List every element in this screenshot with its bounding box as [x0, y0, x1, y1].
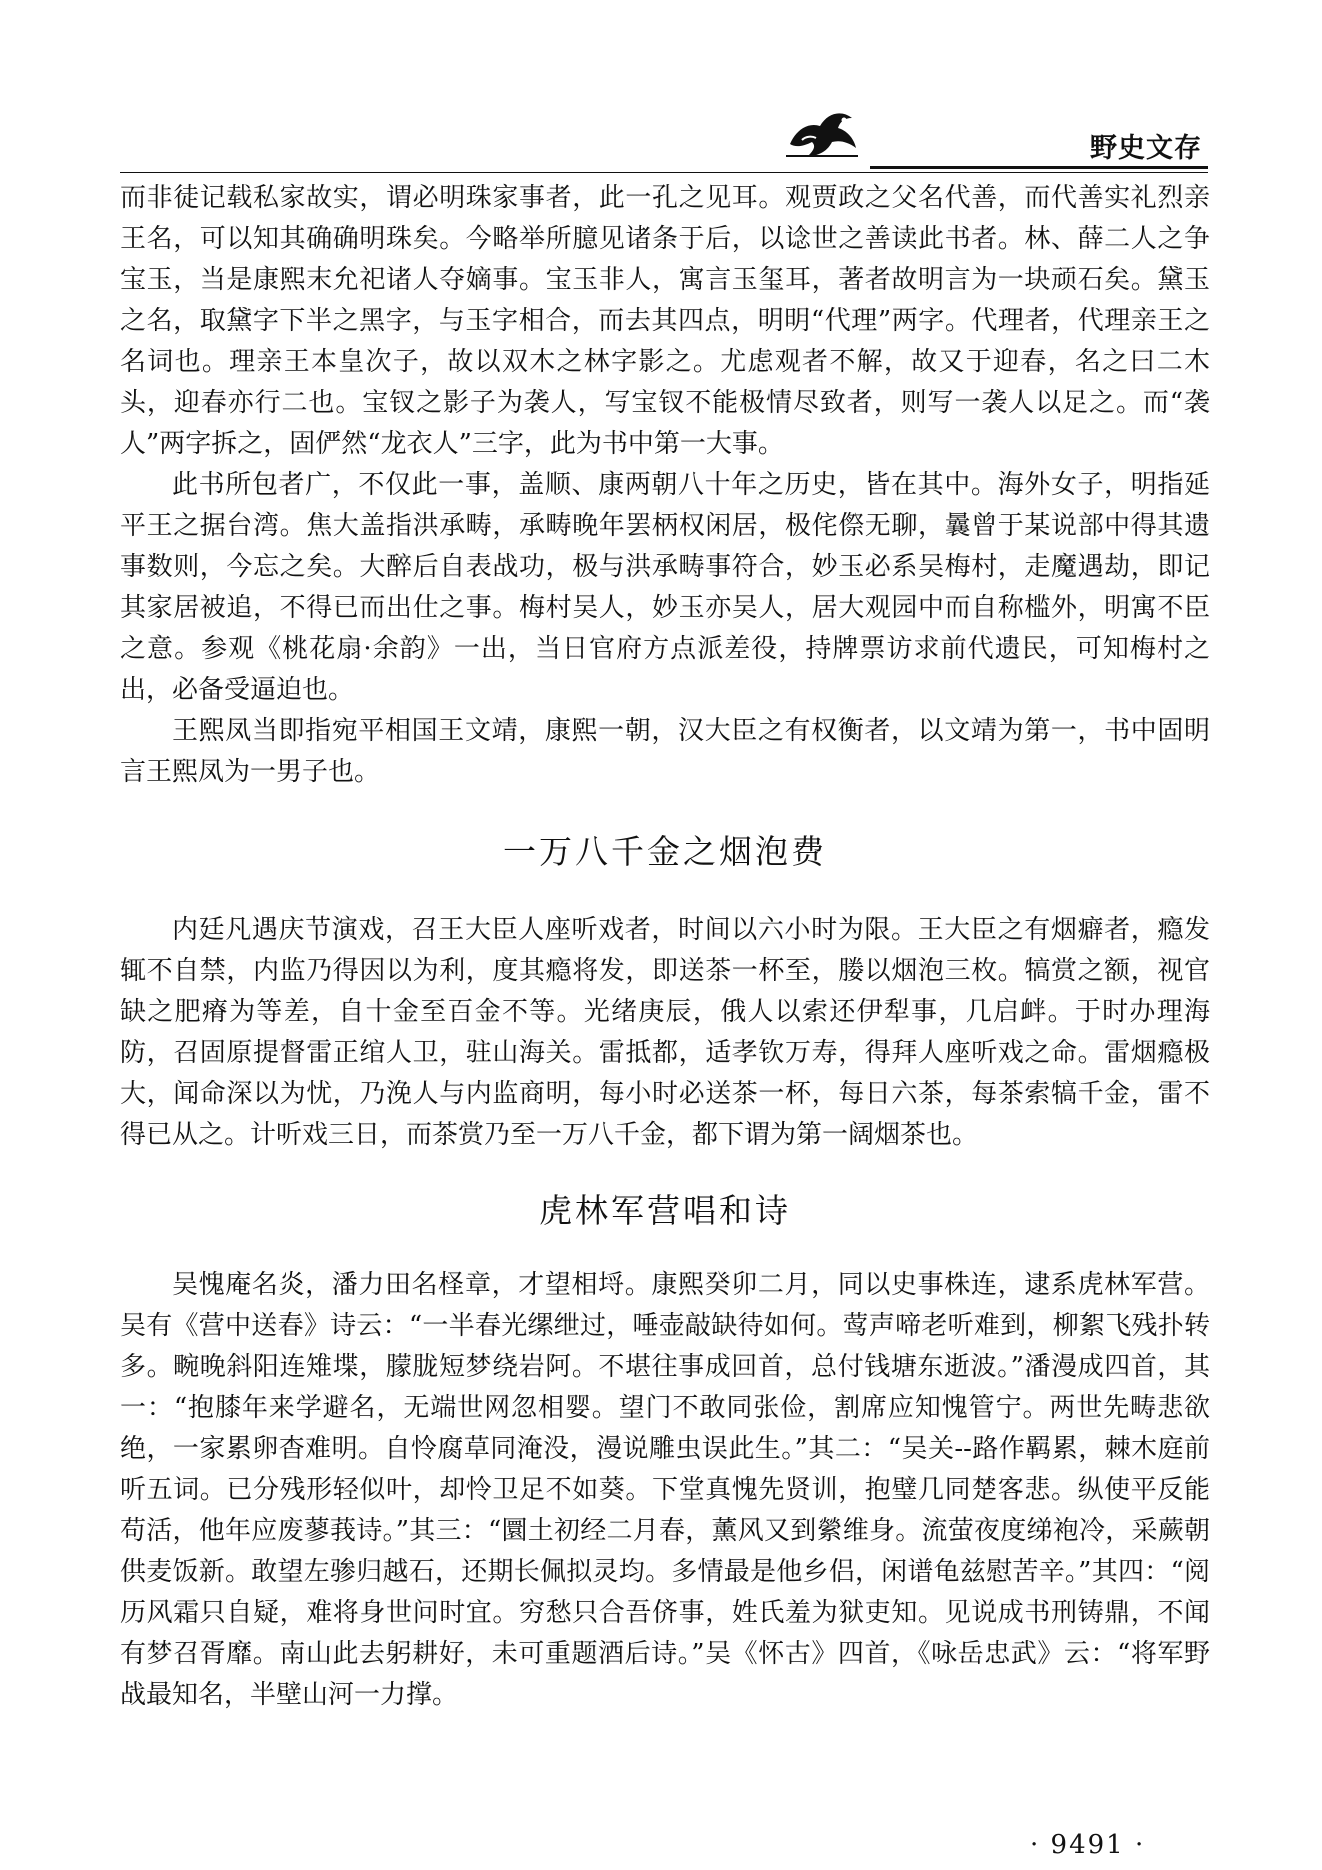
section-heading: 一万八千金之烟泡费 [503, 832, 827, 871]
header-rule-thick [870, 166, 1208, 169]
page-number: · 9491 · [1030, 1830, 1146, 1860]
body-paragraph: 吴愧庵名炎，潘力田名柽章，才望相埒。康熙癸卯二月，同以史事株连，逮系虎林军营。吴有《营中送春》诗云：“一半春光缧绁过，唾壶敲缺待如何。莺声啼老听难到，柳絮飞残扑转多。畹晚斜阳连雉堞，朦胧短梦绕岩阿。不堪往事成回首，总付钱塘东逝波。”潘漫成四首，其一：“抱膝年来学避名，无端世网忽相婴。望门不敢同张俭，割席应知愧管宁。两世先畴悲欲绝，一家累卵杳难明。自怜腐草同淹没，漫说雕虫误此生。”其二：“吴关--路作羁累，棘木庭前听五词。已分残形轻似叶，却怜卫足不如葵。下堂真愧先贤训，抱璧几同楚客悲。纵使平反能苟活，他年应废蓼莪诗。”其三：“圜土初经二月春，薰风又到縈维身。流萤夜度绨袍冷，采蕨朝供麦饭新。敢望左骖归越石，还期长佩拟灵均。多情最是他乡侣，闲谱龟兹慰苦辛。”其四：“阅历风霜只自疑，难将身世问时宜。穷愁只合吾侪事，姓氏羞为狱吏知。见说成书刑铸鼎，不闻有梦召胥靡。南山此去躬耕好，未可重题酒后诗。”吴《怀古》四首，《咏岳忠武》云：“将军野战最知名，半壁山河一力撑。 [120, 1270, 1210, 1710]
section-heading: 虎林军营唱和诗 [539, 1191, 791, 1230]
body-paragraph: 内廷凡遇庆节演戏，召王大臣人座听戏者，时间以六小时为限。王大臣之有烟癖者，瘾发辄不自禁，内监乃得因以为利，度其瘾将发，即送茶一杯至，媵以烟泡三枚。犒赏之额，视官缺之肥瘠为等差，自十金至百金不等。光绪庚辰，俄人以索还伊犁事，几启衅。于时办理海防，召固原提督雷正绾人卫，驻山海关。雷抵都，适孝钦万寿，得拜人座听戏之命。雷烟瘾极大，闻命深以为忧，乃浼人与内监商明，每小时必送茶一杯，每日六茶，每茶索犒千金，雷不得已从之。计听戏三日，而茶赏乃至一万八千金，都下谓为第一阔烟茶也。 [120, 915, 1210, 1150]
body-paragraph: 而非徒记载私家故实，谓必明珠家事者，此一孔之见耳。观贾政之父名代善，而代善实礼烈亲王名，可以知其确确明珠矣。今略举所臆见诸条于后，以谂世之善读此书者。林、薛二人之争宝玉，当是康熙末允祀诸人夺嫡事。宝玉非人，寓言玉玺耳，著者故明言为一块顽石矣。黛玉之名，取黛字下半之黑字，与玉字相合，而去其四点，明明“代理”两字。代理者，代理亲王之名词也。理亲王本皇次子，故以双木之林字影之。尤虑观者不解，故又于迎春，名之曰二木头，迎春亦行二也。宝钗之影子为袭人，写宝钗不能极情尽致者，则写一袭人以足之。而“袭人”两字拆之，固俨然“龙衣人”三字，此为书中第一大事。 [120, 183, 1210, 459]
dragon-emblem-icon [782, 100, 862, 162]
body-paragraph: 此书所包者广，不仅此一事，盖顺、康两朝八十年之历史，皆在其中。海外女子，明指延平王之据台湾。焦大盖指洪承畴，承畴晚年罢柄权闲居，极侘傺无聊，曩曾于某说部中得其遗事数则，今忘之矣。大醉后自表战功，极与洪承畴事符合，妙玉必系吴梅村，走魔遇劫，即记其家居被追，不得已而出仕之事。梅村吴人，妙玉亦吴人，居大观园中而自称槛外，明寓不臣之意。参观《桃花扇·余韵》一出，当日官府方点派差役，持牌票访求前代遗民，可知梅村之出，必备受逼迫也。 [120, 470, 1210, 705]
page-header [0, 0, 1322, 175]
page-body [120, 178, 1210, 1716]
running-header-title: 野史文存 [1090, 133, 1202, 164]
header-rule-thin [120, 172, 1208, 173]
body-paragraph: 王熙凤当即指宛平相国王文靖，康熙一朝，汉大臣之有权衡者，以文靖为第一，书中固明言王熙凤为一男子也。 [120, 716, 1210, 787]
